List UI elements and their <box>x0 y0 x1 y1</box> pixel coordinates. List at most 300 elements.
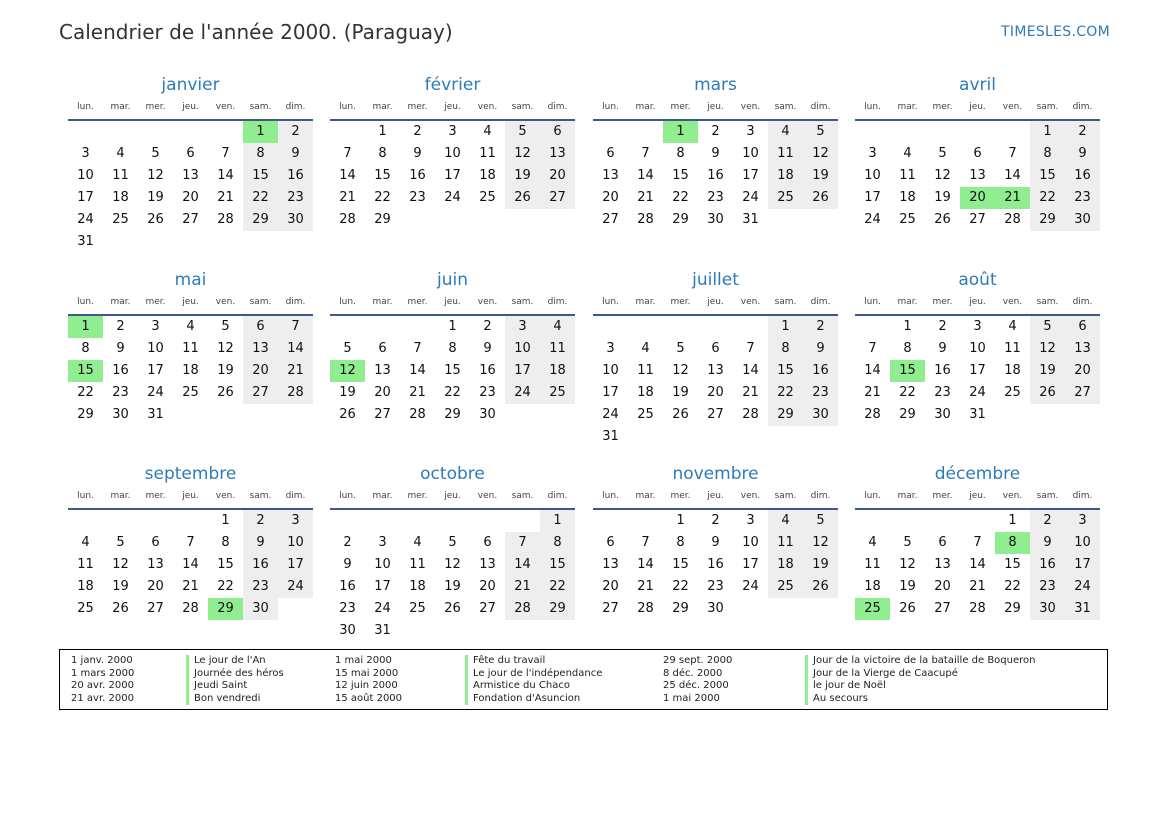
day-cell: 7 <box>413 341 422 356</box>
weekend-day-cell: 18 <box>540 360 575 382</box>
weekday-label: dim. <box>547 297 568 307</box>
day-cell: 7 <box>973 535 982 550</box>
day-cell: 26 <box>899 601 916 616</box>
day-cell: 19 <box>899 579 916 594</box>
empty-day-cell <box>243 404 278 426</box>
empty-day-cell <box>803 426 838 448</box>
day-cell: 19 <box>444 579 461 594</box>
weekend-day-cell: 1 <box>540 510 575 532</box>
day-cell: 9 <box>938 341 947 356</box>
empty-day-cell <box>803 598 838 620</box>
empty-day-cell <box>365 316 400 338</box>
day-cell: 31 <box>602 429 619 444</box>
day-cell: 3 <box>746 124 755 139</box>
weekend-day-cell: 16 <box>243 554 278 576</box>
weekday-label: dim. <box>285 102 306 112</box>
weekend-day-cell: 15 <box>243 165 278 187</box>
weekend-day-cell: 12 <box>505 143 540 165</box>
weekend-day-cell: 20 <box>243 360 278 382</box>
day-cell: 8 <box>81 341 90 356</box>
legend-dates-col-2 <box>335 655 402 705</box>
weekday-label: ven. <box>740 297 761 307</box>
day-cell: 27 <box>182 212 199 227</box>
month-name: juin <box>437 270 468 290</box>
day-cell: 20 <box>374 385 391 400</box>
weekend-day-cell: 22 <box>1030 187 1065 209</box>
site-link[interactable]: TIMESLES.COM <box>1001 24 1110 40</box>
weekday-label: sam. <box>1036 102 1059 112</box>
week-row <box>330 576 575 598</box>
day-cell: 11 <box>409 557 426 572</box>
day-cell: 21 <box>409 385 426 400</box>
weekend-day-cell: 31 <box>1065 598 1100 620</box>
weekday-label: jeu. <box>444 297 461 307</box>
day-cell: 12 <box>217 341 234 356</box>
day-cell: 19 <box>339 385 356 400</box>
legend-holiday-name: le jour de Noël <box>805 680 1036 693</box>
weekday-header <box>68 293 313 311</box>
weekend-day-cell: 11 <box>768 143 803 165</box>
day-cell: 1 <box>378 124 387 139</box>
day-cell: 25 <box>479 190 496 205</box>
empty-day-cell <box>470 209 505 231</box>
day-cell: 23 <box>707 579 724 594</box>
weekday-label: mer. <box>145 297 166 307</box>
week-row <box>855 598 1100 620</box>
day-cell: 9 <box>711 146 720 161</box>
day-cell: 10 <box>742 535 759 550</box>
day-cell: 25 <box>1004 385 1021 400</box>
day-cell: 17 <box>742 168 759 183</box>
weekday-label: mar. <box>635 102 656 112</box>
weekend-day-cell: 9 <box>243 532 278 554</box>
day-cell: 13 <box>374 363 391 378</box>
day-cell: 10 <box>444 146 461 161</box>
weekday-label: ven. <box>1002 491 1023 501</box>
day-cell: 14 <box>969 557 986 572</box>
day-cell: 26 <box>444 601 461 616</box>
day-cell: 15 <box>672 168 689 183</box>
weekday-label: sam. <box>249 491 272 501</box>
empty-day-cell <box>278 598 313 620</box>
day-cell: 5 <box>221 319 230 334</box>
weekend-day-cell: 10 <box>1065 532 1100 554</box>
day-cell: 16 <box>479 363 496 378</box>
weekday-label: ven. <box>477 491 498 501</box>
weekend-day-cell: 27 <box>540 187 575 209</box>
empty-day-cell <box>628 510 663 532</box>
day-cell: 27 <box>969 212 986 227</box>
weekend-day-cell: 30 <box>1065 209 1100 231</box>
holiday-day-cell: 29 <box>208 598 243 620</box>
weekend-day-cell: 29 <box>540 598 575 620</box>
weekday-label: mar. <box>897 491 918 501</box>
day-cell: 7 <box>641 535 650 550</box>
weekday-header <box>68 98 313 116</box>
weekday-label: dim. <box>1072 491 1093 501</box>
empty-day-cell <box>733 316 768 338</box>
weekday-label: lun. <box>864 102 881 112</box>
week-row <box>593 187 838 209</box>
day-cell: 22 <box>672 579 689 594</box>
weekend-day-cell: 25 <box>540 382 575 404</box>
weekday-label: mer. <box>670 491 691 501</box>
day-cell: 30 <box>707 601 724 616</box>
weekday-label: lun. <box>339 491 356 501</box>
empty-day-cell <box>173 121 208 143</box>
day-cell: 5 <box>676 341 685 356</box>
legend-holiday-name: Le jour de l'indépendance <box>465 668 602 681</box>
day-cell: 3 <box>448 124 457 139</box>
weekday-label: sam. <box>249 297 272 307</box>
month-name: août <box>958 270 997 290</box>
week-row <box>855 360 1100 382</box>
empty-day-cell <box>1030 404 1065 426</box>
day-cell: 8 <box>378 146 387 161</box>
day-cell: 20 <box>479 579 496 594</box>
weekend-day-cell: 20 <box>1065 360 1100 382</box>
week-row <box>330 620 575 642</box>
legend-date: 12 juin 2000 <box>335 680 398 691</box>
empty-day-cell <box>628 121 663 143</box>
weekend-day-cell: 3 <box>505 316 540 338</box>
month-block <box>68 72 313 253</box>
empty-day-cell <box>278 231 313 253</box>
weekend-day-cell: 23 <box>243 576 278 598</box>
weekend-day-cell: 15 <box>1030 165 1065 187</box>
empty-day-cell <box>103 231 138 253</box>
weekday-label: jeu. <box>444 102 461 112</box>
day-cell: 2 <box>343 535 352 550</box>
day-cell: 19 <box>217 363 234 378</box>
legend-names-col-1 <box>186 655 284 705</box>
legend-holiday-name: Fondation d'Asuncion <box>465 693 602 706</box>
day-cell: 28 <box>182 601 199 616</box>
week-row <box>330 165 575 187</box>
legend-dates-col-3 <box>663 655 732 705</box>
empty-day-cell <box>593 316 628 338</box>
day-cell: 7 <box>343 146 352 161</box>
day-cell: 27 <box>707 407 724 422</box>
month-name: février <box>424 75 481 95</box>
day-cell: 13 <box>934 557 951 572</box>
weekday-label: ven. <box>1002 297 1023 307</box>
day-cell: 29 <box>672 601 689 616</box>
empty-day-cell <box>960 121 995 143</box>
month-block <box>330 267 575 426</box>
day-cell: 9 <box>711 535 720 550</box>
week-row <box>855 316 1100 338</box>
holiday-day-cell: 15 <box>890 360 925 382</box>
weekend-day-cell: 8 <box>243 143 278 165</box>
day-cell: 3 <box>868 146 877 161</box>
weekday-label: sam. <box>511 491 534 501</box>
month-name: décembre <box>934 464 1021 484</box>
weekend-day-cell: 19 <box>803 554 838 576</box>
day-cell: 4 <box>903 146 912 161</box>
day-cell: 31 <box>742 212 759 227</box>
weekend-day-cell: 30 <box>1030 598 1065 620</box>
empty-day-cell <box>995 121 1030 143</box>
week-row <box>330 143 575 165</box>
legend-holiday-name: Journée des héros <box>186 668 284 681</box>
weekend-day-cell: 16 <box>1065 165 1100 187</box>
day-cell: 24 <box>147 385 164 400</box>
holiday-day-cell: 25 <box>855 598 890 620</box>
week-row <box>68 338 313 360</box>
weekend-day-cell: 2 <box>243 510 278 532</box>
day-cell: 6 <box>378 341 387 356</box>
weekday-label: mer. <box>407 297 428 307</box>
week-row <box>68 360 313 382</box>
week-row <box>330 316 575 338</box>
day-cell: 18 <box>409 579 426 594</box>
day-cell: 26 <box>339 407 356 422</box>
day-cell: 10 <box>374 557 391 572</box>
day-cell: 31 <box>374 623 391 638</box>
weekend-day-cell: 17 <box>278 554 313 576</box>
weekend-day-cell: 2 <box>1030 510 1065 532</box>
weekend-day-cell: 25 <box>768 187 803 209</box>
week-row <box>68 231 313 253</box>
day-cell: 2 <box>483 319 492 334</box>
weekday-label: lun. <box>77 491 94 501</box>
holiday-day-cell: 1 <box>663 121 698 143</box>
week-row <box>330 382 575 404</box>
empty-day-cell <box>925 121 960 143</box>
weekday-label: lun. <box>864 491 881 501</box>
weekday-label: ven. <box>215 102 236 112</box>
weekend-day-cell: 13 <box>540 143 575 165</box>
day-cell: 22 <box>77 385 94 400</box>
month-block <box>855 72 1100 231</box>
weekday-label: jeu. <box>182 297 199 307</box>
weekday-label: jeu. <box>444 491 461 501</box>
week-row <box>68 554 313 576</box>
day-cell: 24 <box>864 212 881 227</box>
day-cell: 13 <box>182 168 199 183</box>
weekend-day-cell: 24 <box>1065 576 1100 598</box>
day-cell: 5 <box>448 535 457 550</box>
day-cell: 3 <box>378 535 387 550</box>
weekday-label: mer. <box>670 102 691 112</box>
weekday-label: mer. <box>670 297 691 307</box>
day-cell: 21 <box>637 579 654 594</box>
day-cell: 14 <box>1004 168 1021 183</box>
week-row <box>593 209 838 231</box>
weekday-label: sam. <box>511 102 534 112</box>
weekend-day-cell: 1 <box>1030 121 1065 143</box>
weekday-label: mar. <box>897 297 918 307</box>
empty-day-cell <box>103 510 138 532</box>
empty-day-cell <box>208 121 243 143</box>
week-row <box>330 532 575 554</box>
day-cell: 23 <box>112 385 129 400</box>
empty-day-cell <box>68 121 103 143</box>
day-cell: 24 <box>969 385 986 400</box>
empty-day-cell <box>330 510 365 532</box>
week-row <box>68 143 313 165</box>
day-cell: 20 <box>934 579 951 594</box>
weekday-label: lun. <box>77 297 94 307</box>
week-row <box>68 209 313 231</box>
week-row <box>68 598 313 620</box>
weekend-day-cell: 27 <box>243 382 278 404</box>
day-cell: 6 <box>606 535 615 550</box>
weekend-day-cell: 15 <box>768 360 803 382</box>
weekend-day-cell: 22 <box>768 382 803 404</box>
week-row <box>68 187 313 209</box>
day-cell: 1 <box>676 513 685 528</box>
day-cell: 15 <box>374 168 391 183</box>
day-cell: 5 <box>116 535 125 550</box>
weekday-label: sam. <box>1036 491 1059 501</box>
weekend-day-cell: 29 <box>243 209 278 231</box>
empty-day-cell <box>330 121 365 143</box>
holiday-day-cell: 1 <box>243 121 278 143</box>
weekend-day-cell: 3 <box>1065 510 1100 532</box>
day-cell: 14 <box>864 363 881 378</box>
day-cell: 12 <box>147 168 164 183</box>
legend-date: 21 avr. 2000 <box>71 692 134 704</box>
day-cell: 22 <box>444 385 461 400</box>
weekend-day-cell: 30 <box>278 209 313 231</box>
day-cell: 20 <box>602 190 619 205</box>
day-cell: 16 <box>707 168 724 183</box>
day-cell: 21 <box>637 190 654 205</box>
month-name: novembre <box>672 464 759 484</box>
month-block <box>855 267 1100 426</box>
month-block <box>593 72 838 231</box>
weekday-label: jeu. <box>707 102 724 112</box>
week-row <box>68 121 313 143</box>
weekend-day-cell: 12 <box>803 143 838 165</box>
empty-day-cell <box>68 510 103 532</box>
day-cell: 23 <box>934 385 951 400</box>
day-cell: 28 <box>637 212 654 227</box>
empty-day-cell <box>855 316 890 338</box>
day-cell: 5 <box>343 341 352 356</box>
day-cell: 17 <box>602 385 619 400</box>
day-cell: 29 <box>374 212 391 227</box>
day-cell: 7 <box>1008 146 1017 161</box>
weekday-label: lun. <box>864 297 881 307</box>
weekday-header <box>855 293 1100 311</box>
empty-day-cell <box>855 121 890 143</box>
day-cell: 7 <box>221 146 230 161</box>
day-cell: 12 <box>112 557 129 572</box>
legend-holiday-name: Bon vendredi <box>186 693 284 706</box>
empty-day-cell <box>138 231 173 253</box>
week-row <box>330 209 575 231</box>
day-cell: 27 <box>374 407 391 422</box>
day-cell: 21 <box>217 190 234 205</box>
day-cell: 10 <box>864 168 881 183</box>
day-cell: 28 <box>637 601 654 616</box>
weekday-label: sam. <box>774 102 797 112</box>
empty-day-cell <box>663 426 698 448</box>
day-cell: 30 <box>339 623 356 638</box>
day-cell: 9 <box>483 341 492 356</box>
day-cell: 31 <box>969 407 986 422</box>
week-row <box>68 316 313 338</box>
day-cell: 25 <box>182 385 199 400</box>
weekday-label: ven. <box>1002 102 1023 112</box>
weekday-label: ven. <box>215 297 236 307</box>
day-cell: 10 <box>969 341 986 356</box>
weekend-day-cell: 9 <box>1030 532 1065 554</box>
empty-day-cell <box>733 426 768 448</box>
weekend-day-cell: 19 <box>1030 360 1065 382</box>
day-cell: 23 <box>409 190 426 205</box>
holiday-day-cell: 12 <box>330 360 365 382</box>
weekend-day-cell: 5 <box>505 121 540 143</box>
day-cell: 22 <box>374 190 391 205</box>
weekday-header <box>330 98 575 116</box>
weekend-day-cell: 3 <box>278 510 313 532</box>
empty-day-cell <box>855 510 890 532</box>
weekend-day-cell: 23 <box>278 187 313 209</box>
legend-date: 1 mai 2000 <box>663 692 720 704</box>
weekday-label: jeu. <box>707 297 724 307</box>
week-row <box>593 382 838 404</box>
week-row <box>593 404 838 426</box>
weekend-day-cell: 19 <box>803 165 838 187</box>
legend-date: 20 avr. 2000 <box>71 680 134 691</box>
empty-day-cell <box>540 209 575 231</box>
day-cell: 6 <box>973 146 982 161</box>
day-cell: 5 <box>151 146 160 161</box>
weekday-label: dim. <box>547 491 568 501</box>
day-cell: 25 <box>899 212 916 227</box>
week-row <box>330 404 575 426</box>
month-name: mars <box>694 75 737 95</box>
day-cell: 15 <box>217 557 234 572</box>
weekday-label: sam. <box>774 491 797 501</box>
empty-day-cell <box>208 404 243 426</box>
empty-day-cell <box>435 510 470 532</box>
legend-holiday-name: Jour de la victoire de la bataille de Boqueron <box>805 655 1036 668</box>
weekend-day-cell: 11 <box>540 338 575 360</box>
month-block <box>68 267 313 426</box>
weekend-day-cell: 12 <box>1030 338 1065 360</box>
empty-day-cell <box>400 316 435 338</box>
day-cell: 28 <box>339 212 356 227</box>
day-cell: 18 <box>112 190 129 205</box>
weekday-label: sam. <box>774 297 797 307</box>
weekday-label: lun. <box>77 102 94 112</box>
week-row <box>330 510 575 532</box>
weekday-label: jeu. <box>969 102 986 112</box>
day-cell: 13 <box>707 363 724 378</box>
day-cell: 26 <box>147 212 164 227</box>
weekday-label: sam. <box>511 297 534 307</box>
day-cell: 27 <box>602 601 619 616</box>
day-cell: 22 <box>899 385 916 400</box>
weekend-day-cell: 18 <box>768 554 803 576</box>
empty-day-cell <box>1065 404 1100 426</box>
weekday-label: mar. <box>897 102 918 112</box>
weekend-day-cell: 4 <box>540 316 575 338</box>
month-block <box>593 461 838 620</box>
week-row <box>855 121 1100 143</box>
legend-dates-col-1 <box>71 655 134 705</box>
empty-day-cell <box>890 510 925 532</box>
day-cell: 4 <box>868 535 877 550</box>
week-row <box>593 316 838 338</box>
day-cell: 9 <box>413 146 422 161</box>
weekday-label: dim. <box>1072 297 1093 307</box>
